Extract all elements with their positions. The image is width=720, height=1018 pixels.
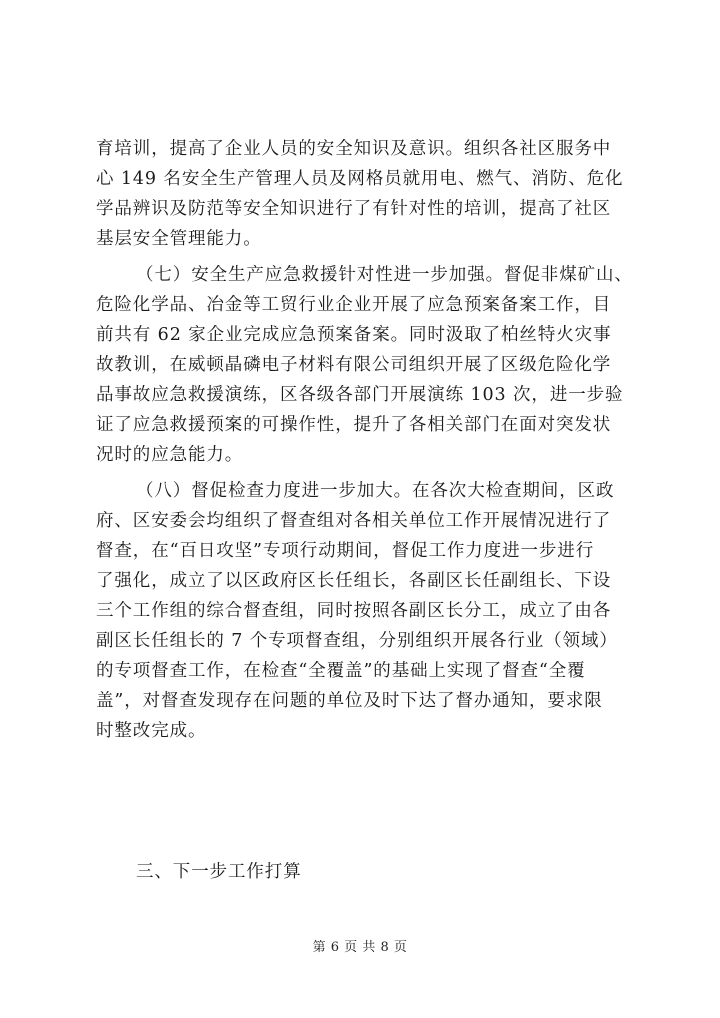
text-line: 督查，在“百日攻坚”专项行动期间，督促工作力度进一步进行 — [96, 541, 595, 561]
body-text — [96, 134, 656, 746]
text-line: （七）安全生产应急救援针对性进一步加强。督促非煤矿山、 — [136, 265, 633, 285]
page-footer: 第 6 页 共 8 页 — [312, 940, 408, 955]
text-line: 学品辨识及防范等安全知识进行了有针对性的培训，提高了社区 — [96, 199, 612, 219]
text-line: 况时的应急能力。 — [96, 445, 244, 465]
text-line: 危险化学品、冶金等工贸行业企业开展了应急预案备案工作，目 — [96, 295, 612, 315]
text-line: 证了应急救援预案的可操作性，提升了各相关部门在面对突发状 — [96, 415, 612, 435]
text-line: 了强化，成立了以区政府区长任组长，各副区长任副组长、下设 — [96, 571, 612, 591]
text-line: 前共有 62 家企业完成应急预案备案。同时汲取了柏丝特火灾事 — [96, 325, 612, 345]
text-line: 基层安全管理能力。 — [96, 229, 262, 249]
paragraph-1 — [96, 134, 656, 254]
text-line: （八）督促检查力度进一步加大。在各次大检查期间，区政 — [136, 481, 615, 501]
paragraph-3 — [96, 476, 656, 746]
section-heading: 三、下一步工作打算 — [136, 862, 302, 882]
text-line: 品事故应急救援演练，区各级各部门开展演练 103 次，进一步验 — [96, 385, 624, 405]
text-line: 盖”，对督查发现存在问题的单位及时下达了督办通知，要求限 — [96, 691, 603, 711]
text-line: 时整改完成。 — [96, 721, 207, 741]
text-line: 府、区安委会均组织了督查组对各相关单位工作开展情况进行了 — [96, 511, 612, 531]
paragraph-2 — [96, 260, 656, 470]
text-line: 心 149 名安全生产管理人员及网格员就用电、燃气、消防、危化 — [96, 169, 624, 189]
text-line: 三个工作组的综合督查组，同时按照各副区长分工，成立了由各 — [96, 601, 612, 621]
text-line: 育培训，提高了企业人员的安全知识及意识。组织各社区服务中 — [96, 139, 612, 159]
text-line: 的专项督查工作，在检查“全覆盖”的基础上实现了督查“全覆 — [96, 661, 586, 681]
text-line: 副区长任组长的 7 个专项督查组，分别组织开展各行业（领域） — [96, 631, 618, 651]
text-line: 故教训，在威顿晶磷电子材料有限公司组织开展了区级危险化学 — [96, 355, 612, 375]
